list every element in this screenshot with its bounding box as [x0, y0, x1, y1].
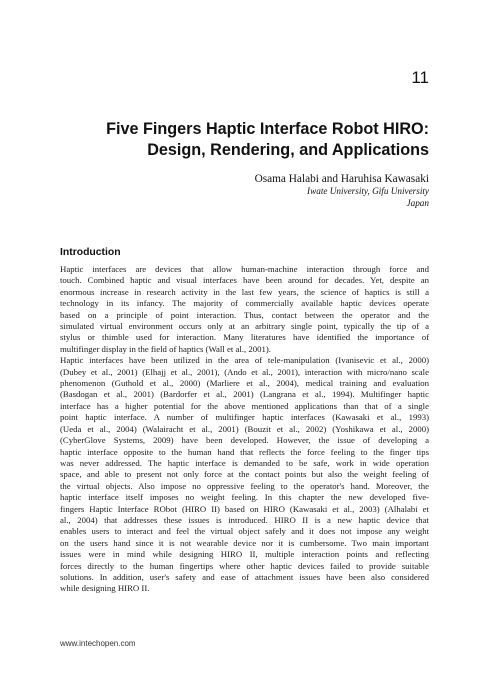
- text-line: was never addressed. The haptic interface is demanded to be safe, work in wide operation: [60, 457, 429, 468]
- text-line: on the users hand since it is not wearable device nor it is cumbersome. Two main important: [60, 537, 429, 548]
- text-line: (Basdogan et al., 2001) (Bardorfer et al., 2001) (Langrana et al., 1994). Multifinger haptic: [60, 389, 429, 400]
- publisher-url-link[interactable]: www.intechopen.com: [60, 639, 136, 648]
- chapter-title: [60, 119, 429, 161]
- affiliation-line: Japan: [406, 198, 429, 208]
- text-line: point haptic interface. A number of multifinger haptic interfaces (Kawasaki et al., 1993): [60, 412, 429, 423]
- section-heading: Introduction: [60, 247, 121, 258]
- text-line: forces directly to the human fingertips where other haptic devices failed to provide suitable: [60, 560, 429, 571]
- text-line: fingers Haptic Interface RObot (HIRO II) based on HIRO (Kawasaki et al., 2003) (Alhalabi et: [60, 503, 429, 514]
- text-line: stylus or thimble used for interaction. Many literatures have identified the importance of: [60, 332, 429, 343]
- text-line: solutions. In addition, user's safety and ease of attachment issues have been also considered: [60, 571, 429, 582]
- chapter-number: 11: [411, 68, 429, 87]
- text-line: space, and able to present not only force at the contact points but also the weight feeling of: [60, 469, 429, 480]
- paragraph-1: [60, 264, 429, 355]
- text-line: haptic interface itself imposes no weight feeling. In this chapter the new developed five-: [60, 492, 429, 503]
- text-line: interface has a higher potential for the above mentioned applications than that of a single: [60, 400, 429, 411]
- authors: Osama Halabi and Haruhisa Kawasaki: [254, 173, 429, 185]
- text-line: Haptic interfaces have been utilized in the area of tele-manipulation (Ivanisevic et al., 2000): [60, 355, 429, 366]
- text-line: haptic interface opposite to the human hand that reflects the force feeling to the finger tips: [60, 446, 429, 457]
- body-text: [60, 264, 429, 595]
- text-line: technology in its infancy. The majority of commercially available haptic devices operate: [60, 298, 429, 309]
- text-line: while designing HIRO II.: [60, 583, 150, 594]
- affiliation: [100, 185, 429, 209]
- text-line: enormous increase in research activity in the last few years, the science of haptics is still a: [60, 286, 429, 297]
- text-line: (Dubey et al., 2001) (Elhajj et al., 2001), (Ando et al., 2001), interaction with micro/nano scale: [60, 366, 429, 377]
- text-line: simulated virtual environment occurs only at an arbitrary single point, typically the tip of a: [60, 321, 429, 332]
- text-line: the virtual objects. Also impose no oppressive feeling to the operator's hand. Moreover, the: [60, 480, 429, 491]
- text-line: Haptic interfaces are devices that allow human-machine interaction through force and: [60, 264, 429, 274]
- text-line: multifinger display in the field of haptics (Wall et al., 2001).: [60, 343, 271, 354]
- title-line: Design, Rendering, and Applications: [147, 141, 429, 159]
- text-line: enables users to interact and feel the virtual object safely and it does not impose any weight: [60, 526, 429, 537]
- text-line: al., 2004) that addresses these issues is introduced. HIRO II is a new haptic device that: [60, 514, 429, 525]
- title-line: Five Fingers Haptic Interface Robot HIRO:: [106, 120, 429, 138]
- text-line: based on a principle of point interaction. Thus, contact between the operator and the: [60, 309, 429, 320]
- text-line: (Ueda et al., 2004) (Walairacht et al., 2001) (Bouzit et al., 2002) (Yoshikawa et al., 2000): [60, 423, 429, 434]
- text-line: (CyberGlove Systems, 2009) have been developed. However, the issue of developing a: [60, 435, 429, 446]
- text-line: issues were in mind while designing HIRO II, multiple interaction points and reflecting: [60, 549, 429, 560]
- paragraph-2: [60, 355, 429, 595]
- text-line: phenomenon (Guthold et al., 2000) (Marliere et al., 2004), medical training and evaluation: [60, 378, 429, 389]
- text-line: touch. Combined haptic and visual interfaces have been around for decades. Yet, despite an: [60, 275, 429, 286]
- affiliation-line: Iwate University, Gifu University: [307, 186, 429, 196]
